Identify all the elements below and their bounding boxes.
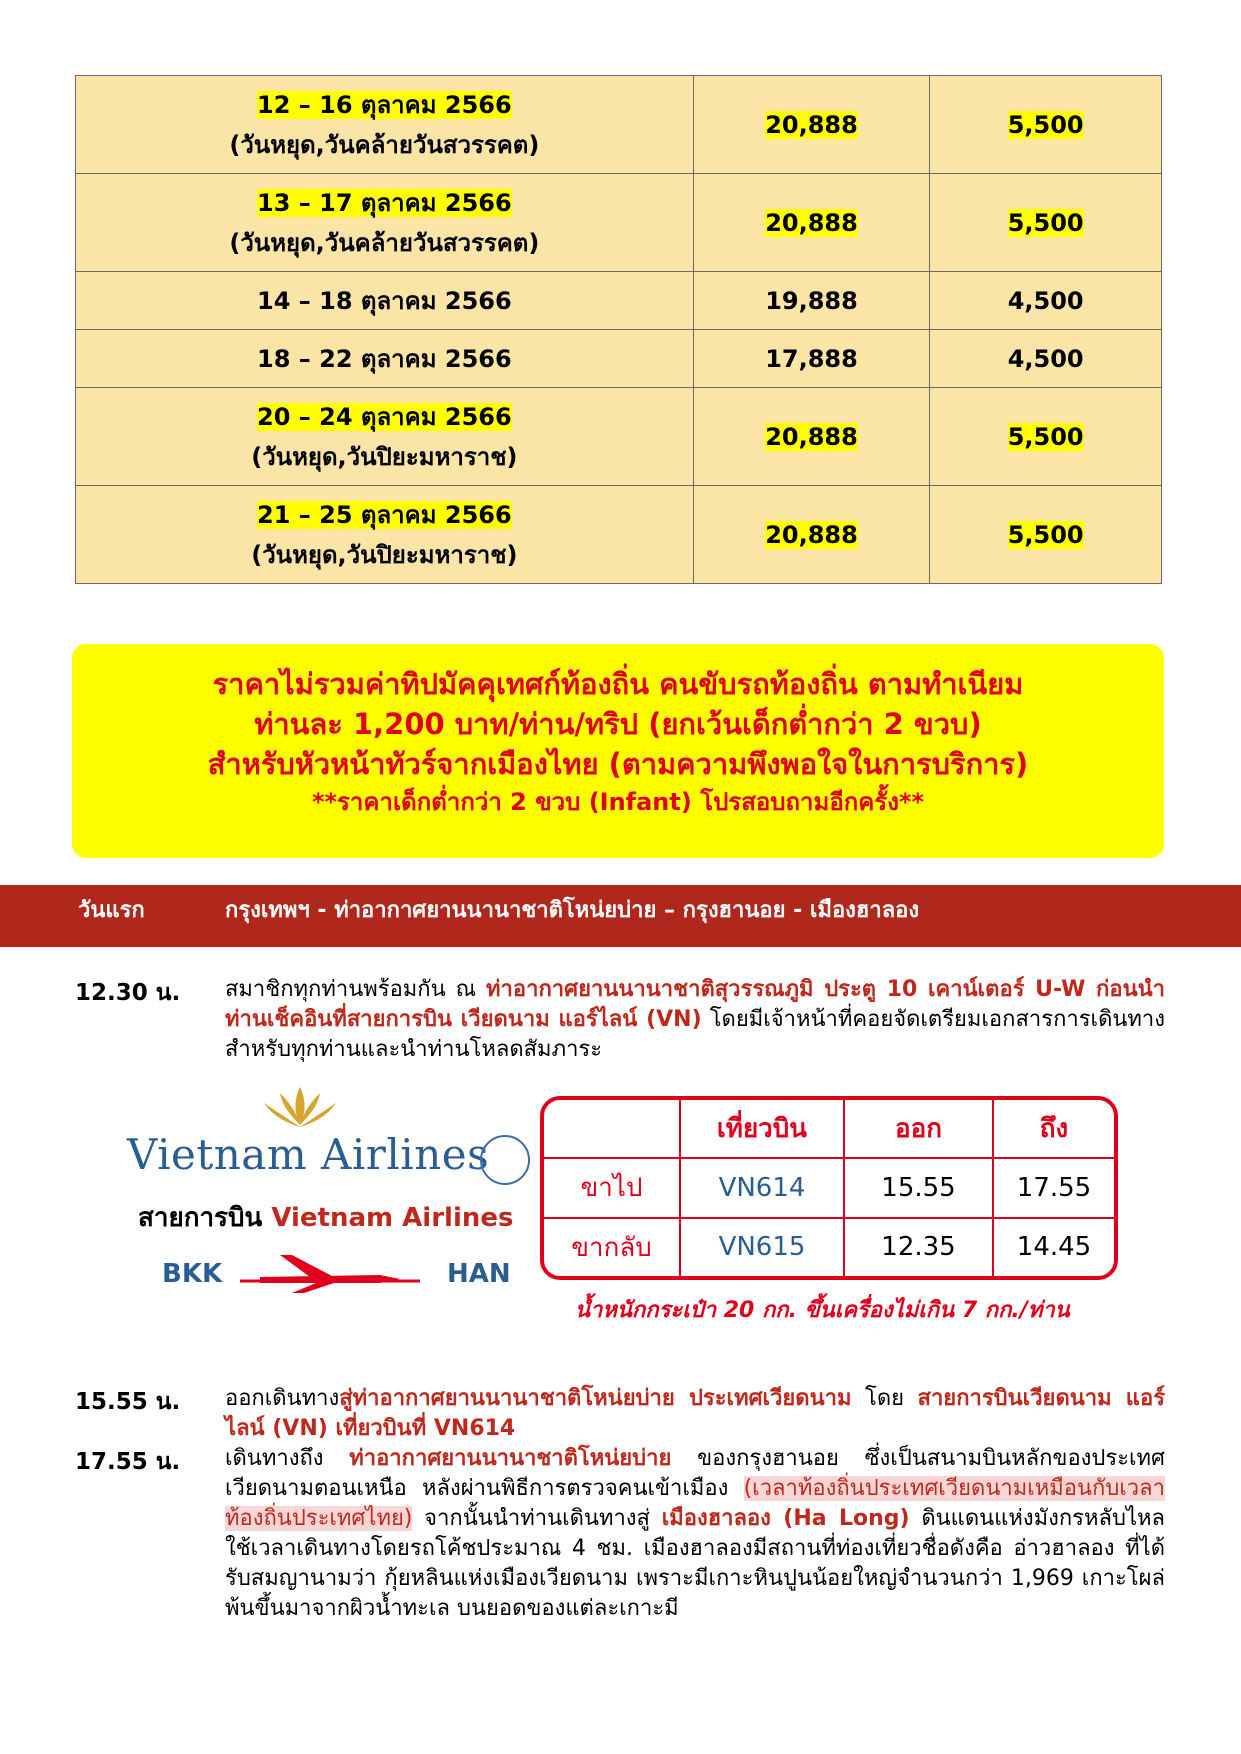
airport-highlight: ท่าอากาศยานนานาชาติโหน่ยบ่าย	[349, 1446, 672, 1471]
date-text: 13 – 17 ตุลาคม 2566	[257, 188, 512, 217]
airport-highlight: สู่ท่าอากาศยานนานาชาติโหน่ยบ่าย ประเทศเวียดนาม	[339, 1386, 852, 1411]
route-graphic	[162, 1253, 522, 1293]
notice-line-4: **ราคาเด็กต่ำกว่า 2 ขวบ (Infant) โปรสอบถามอีกครั้ง**	[311, 788, 925, 816]
extra-value: 5,500	[1007, 520, 1084, 549]
schedule-time: 12.30 น.	[75, 980, 181, 1006]
flight-header-row	[544, 1100, 1114, 1158]
origin-code: BKK	[162, 1259, 223, 1289]
date-text: 18 – 22 ตุลาคม 2566	[257, 345, 512, 373]
airline-thai-label	[138, 1197, 513, 1238]
schedule-text	[225, 975, 1165, 1065]
price-cell	[693, 388, 930, 486]
date-text: 21 – 25 ตุลาคม 2566	[257, 500, 512, 529]
date-cell	[76, 174, 694, 272]
flight-number: VN614	[680, 1158, 844, 1218]
extra-value: 5,500	[1007, 208, 1084, 237]
extra-cell	[930, 330, 1162, 388]
depart-time: 15.55	[844, 1158, 993, 1218]
price-cell	[693, 174, 930, 272]
price-value: 19,888	[765, 286, 858, 315]
schedule-time: 17.55 น.	[75, 1449, 181, 1475]
timezone-note: (เวลาท้องถิ่นประเทศเวียดนามเหมือนกับเวลาท้องถิ่นประเทศไทย)	[225, 1476, 1165, 1531]
day-route: กรุงเทพฯ - ท่าอากาศยานนานาชาติโหน่ยบ่าย – กรุงฮานอย - เมืองฮาลอง	[225, 898, 920, 923]
schedule-time: 15.55 น.	[75, 1389, 181, 1415]
flight-schedule-table	[540, 1096, 1118, 1280]
extra-value: 5,500	[1007, 422, 1084, 451]
date-text: 20 – 24 ตุลาคม 2566	[257, 402, 512, 431]
price-notice-box	[72, 644, 1164, 858]
extra-value: 4,500	[1007, 344, 1084, 373]
price-cell	[693, 76, 930, 174]
flight-row	[544, 1158, 1114, 1218]
holiday-note: (วันหยุด,วันคล้ายวันสวรรคต)	[229, 228, 540, 257]
destination-code: HAN	[447, 1259, 511, 1289]
arrive-time: 14.45	[993, 1218, 1114, 1276]
leg-label: ขากลับ	[544, 1218, 680, 1276]
date-cell	[76, 330, 694, 388]
table-row	[76, 388, 1162, 486]
header-arrive: ถึง	[993, 1100, 1114, 1158]
plane-icon	[240, 1253, 420, 1293]
date-cell	[76, 76, 694, 174]
price-table	[75, 75, 1162, 584]
text-segment: สมาชิกทุกท่านพร้อมกัน ณ	[225, 977, 487, 1002]
arrive-time: 17.55	[993, 1158, 1114, 1218]
flight-table-grid	[544, 1100, 1114, 1276]
extra-cell	[930, 174, 1162, 272]
day-label: วันแรก	[78, 898, 145, 923]
extra-value: 5,500	[1007, 110, 1084, 139]
holiday-note: (วันหยุด,วันปิยะมหาราช)	[251, 540, 518, 569]
price-cell	[693, 486, 930, 584]
date-cell	[76, 486, 694, 584]
price-value: 20,888	[765, 520, 858, 549]
text-segment: ดินแดนแห่งมังกรหลับไหล ใช้เวลาเดินทางโดยรถโค้ชประมาณ 4 ชม. เมืองฮาลองมีสถานที่ท่องเที่ยวชื่อดังคือ อ่าวฮาลอง ที่ได้รับสมญานามว่า กุ้ยหลินแห่งเมืองเวียดนาม เพราะมีเกาะหินปูนน้อยใหญ่จำนวนกว่า 1,969 เกาะโผล่พ้นขึ้นมาจากผิวน้ำทะเล บนยอดของแต่ละเกาะมี	[225, 1506, 1165, 1621]
airport-highlight: ท่าอากาศยานนานาชาติสุวรรณภูมิ ประตู 10 เคาน์เตอร์ U-W ก่อนนำท่านเช็คอินที่สายการบิน เวียดนาม แอร์ไลน์ (VN)	[225, 977, 1166, 1032]
city-highlight: เมืองฮาลอง (Ha Long)	[661, 1506, 910, 1531]
skyteam-globe-icon	[480, 1135, 530, 1185]
header-depart: ออก	[844, 1100, 993, 1158]
airline-brand-name: Vietnam Airlines	[127, 1130, 490, 1179]
price-cell	[693, 272, 930, 330]
leg-label: ขาไป	[544, 1158, 680, 1218]
table-row	[76, 272, 1162, 330]
day-header-bar	[0, 885, 1241, 947]
airline-logo	[120, 1085, 540, 1305]
airline-highlight: สายการบินเวียดนาม แอร์ไลน์ (VN) เที่ยวบินที่ VN614	[225, 1386, 1166, 1441]
text-segment: โดยมีเจ้าหน้าที่คอยจัดเตรียมเอกสารการเดินทางสำหรับทุกท่านและนำท่านโหลดสัมภาระ	[225, 1007, 1165, 1062]
baggage-note: น้ำหนักกระเป๋า 20 กก. ขึ้นเครื่องไม่เกิน 7 กก./ท่าน	[575, 1298, 1070, 1323]
schedule-text	[225, 1444, 1165, 1624]
text-segment: โดย	[851, 1386, 918, 1411]
price-cell	[693, 330, 930, 388]
date-text: 14 – 18 ตุลาคม 2566	[257, 287, 512, 315]
table-row	[76, 174, 1162, 272]
table-row	[76, 486, 1162, 584]
notice-line-3: สำหรับหัวหน้าทัวร์จากเมืองไทย (ตามความพึงพอใจในการบริการ)	[207, 747, 1029, 781]
date-cell	[76, 388, 694, 486]
table-row	[76, 330, 1162, 388]
depart-time: 12.35	[844, 1218, 993, 1276]
header-flight: เที่ยวบิน	[680, 1100, 844, 1158]
lotus-icon	[260, 1085, 340, 1131]
text-segment: เดินทางถึง	[225, 1446, 350, 1471]
text-segment: จากนั้นนำท่านเดินทางสู่	[412, 1506, 662, 1531]
extra-cell	[930, 76, 1162, 174]
price-value: 20,888	[765, 208, 858, 237]
notice-line-1: ราคาไม่รวมค่าทิปมัคคุเทศก์ท้องถิ่น คนขับรถท้องถิ่น ตามทำเนียม	[212, 667, 1024, 701]
notice-line-2: ท่านละ 1,200 บาท/ท่าน/ทริป (ยกเว้นเด็กต่ำกว่า 2 ขวบ)	[254, 707, 982, 741]
extra-cell	[930, 388, 1162, 486]
date-text: 12 – 16 ตุลาคม 2566	[257, 90, 512, 119]
text-segment: ของกรุงฮานอย ซึ่งเป็นสนามบินหลักของประเทศเวียดนามตอนเหนือ หลังผ่านพิธีการตรวจคนเข้าเมือง	[225, 1446, 1165, 1501]
text-segment: ออกเดินทาง	[225, 1386, 340, 1411]
price-value: 20,888	[765, 110, 858, 139]
thai-prefix: สายการบิน	[138, 1203, 272, 1233]
flight-row	[544, 1218, 1114, 1276]
holiday-note: (วันหยุด,วันปิยะมหาราช)	[251, 442, 518, 471]
extra-value: 4,500	[1007, 286, 1084, 315]
holiday-note: (วันหยุด,วันคล้ายวันสวรรคต)	[229, 130, 540, 159]
empty-header-cell	[544, 1100, 680, 1158]
price-value: 20,888	[765, 422, 858, 451]
extra-cell	[930, 486, 1162, 584]
price-value: 17,888	[765, 344, 858, 373]
extra-cell	[930, 272, 1162, 330]
schedule-text	[225, 1384, 1165, 1444]
table-row	[76, 76, 1162, 174]
flight-number: VN615	[680, 1218, 844, 1276]
date-cell	[76, 272, 694, 330]
airline-name-en: Vietnam Airlines	[271, 1203, 514, 1233]
